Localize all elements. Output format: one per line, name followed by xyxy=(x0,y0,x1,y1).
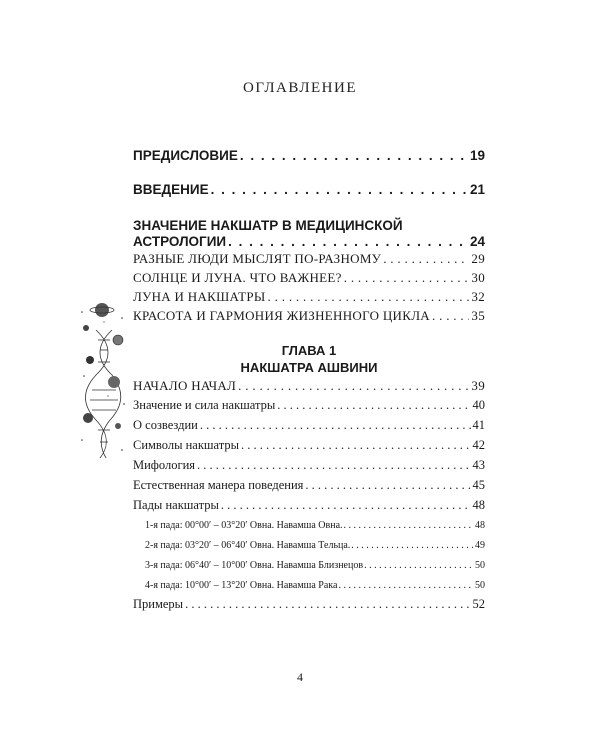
toc-entry-page: 49 xyxy=(475,540,485,551)
toc-entry-page: 52 xyxy=(472,597,485,611)
toc-entry-page: 32 xyxy=(471,289,485,304)
toc-medical-section xyxy=(133,218,485,324)
toc-entry-title: Пады накшатры xyxy=(133,498,219,512)
toc-leader-dots xyxy=(305,478,470,493)
toc-entry-preface[interactable] xyxy=(133,148,485,163)
toc-front-matter xyxy=(133,148,485,197)
toc-leader-dots xyxy=(344,520,474,531)
toc-entry[interactable] xyxy=(133,251,485,267)
toc-entry-title: 1-я пада: 00°00′ – 03°20′ Овна. Навамша Овна. xyxy=(145,520,343,531)
toc-entry-examples[interactable] xyxy=(133,597,485,612)
toc-entry-title: Примеры xyxy=(133,597,184,611)
toc-leader-dots xyxy=(241,438,470,453)
toc-entry[interactable] xyxy=(133,270,485,286)
toc-leader-dots xyxy=(185,597,470,612)
toc-entry[interactable] xyxy=(133,289,485,305)
toc-leader-dots xyxy=(238,378,469,394)
toc-entry-pada[interactable] xyxy=(133,560,485,571)
toc-leader-dots xyxy=(211,182,468,197)
toc-leader-dots xyxy=(277,398,470,413)
toc-entry-title: Естественная манера поведения xyxy=(133,478,304,492)
toc-entry[interactable] xyxy=(133,418,485,433)
toc-entry[interactable] xyxy=(133,398,485,413)
page-number: 4 xyxy=(297,670,303,684)
toc-entry-page: 43 xyxy=(472,458,485,472)
chapter-name: НАКШАТРА АШВИНИ xyxy=(240,360,378,375)
toc-entry-title: КРАСОТА И ГАРМОНИЯ ЖИЗНЕННОГО ЦИКЛА xyxy=(133,308,430,323)
toc-leader-dots xyxy=(268,289,470,305)
toc-leader-dots xyxy=(200,418,471,433)
cosmic-dna-ornament-icon xyxy=(78,300,128,460)
toc-entry-title: СОЛНЦЕ И ЛУНА. ЧТО ВАЖНЕЕ? xyxy=(133,270,342,285)
toc-entry-pada[interactable] xyxy=(133,580,485,591)
toc-chapter1 xyxy=(133,378,485,612)
toc-leader-dots xyxy=(351,540,474,551)
toc-entry-page: 39 xyxy=(471,378,485,393)
toc-entry-page: 29 xyxy=(471,251,485,266)
toc-entry-page: 50 xyxy=(475,560,485,571)
toc-entry-title: 3-я пада: 06°40′ – 10°00′ Овна. Навамша Близнецов xyxy=(145,560,364,571)
toc-entry-page: 19 xyxy=(469,148,485,163)
toc-entry-title: РАЗНЫЕ ЛЮДИ МЫСЛЯТ ПО-РАЗНОМУ xyxy=(133,251,382,266)
toc-entry-page: 41 xyxy=(472,418,485,432)
toc-medical-title-line1: ЗНАЧЕНИЕ НАКШАТР В МЕДИЦИНСКОЙ xyxy=(133,218,403,233)
toc-entry-title: Символы накшатры xyxy=(133,438,240,452)
toc-entry-title: О созвездии xyxy=(133,418,198,432)
toc-entry-page: 30 xyxy=(471,270,485,285)
toc-leader-dots xyxy=(364,560,474,571)
toc-leader-dots xyxy=(338,580,474,591)
toc-entry-page: 48 xyxy=(472,498,485,512)
toc-entry-page: 48 xyxy=(475,520,485,531)
toc-entry[interactable] xyxy=(133,478,485,493)
toc-entry-title: АСТРОЛОГИИ xyxy=(133,234,227,249)
toc-leader-dots xyxy=(197,458,470,473)
toc-entry-page: 24 xyxy=(469,234,485,249)
toc-entry[interactable] xyxy=(133,438,485,453)
toc-entry-title: Значение и сила накшатры xyxy=(133,398,276,412)
toc-leader-dots xyxy=(221,498,471,513)
toc-entry-introduction[interactable] xyxy=(133,182,485,197)
chapter-label: ГЛАВА 1 xyxy=(281,343,337,358)
toc-entry-page: 45 xyxy=(472,478,485,492)
toc-entry-title: НАЧАЛО НАЧАЛ xyxy=(133,378,237,393)
toc-entry-page: 50 xyxy=(475,580,485,591)
toc-entry[interactable] xyxy=(133,498,485,513)
toc-leader-dots xyxy=(344,270,470,286)
toc-entry-page: 40 xyxy=(472,398,485,412)
toc-entry[interactable] xyxy=(133,308,485,324)
toc-entry-title: 2-я пада: 03°20′ – 06°40′ Овна. Навамша Тельца. xyxy=(145,540,351,551)
toc-entry-page: 21 xyxy=(469,182,485,197)
toc-entry-pada[interactable] xyxy=(133,520,485,531)
toc-entry-title: ВВЕДЕНИЕ xyxy=(133,182,209,197)
toc-leader-dots xyxy=(228,234,468,249)
toc-entry-page: 42 xyxy=(472,438,485,452)
toc-leader-dots xyxy=(432,308,469,324)
toc-entry-pada[interactable] xyxy=(133,540,485,551)
toc-entry-title: Мифология xyxy=(133,458,196,472)
toc-entry-title: ЛУНА И НАКШАТРЫ xyxy=(133,289,266,304)
toc-leader-dots xyxy=(240,148,468,163)
toc-leader-dots xyxy=(383,251,469,267)
toc-entry[interactable] xyxy=(133,458,485,473)
toc-entry-title: 4-я пада: 10°00′ – 13°20′ Овна. Навамша Рака xyxy=(145,580,338,591)
toc-entry-medical-astrology[interactable] xyxy=(133,234,485,249)
toc-entry-page: 35 xyxy=(471,308,485,323)
page-title: ОГЛАВЛЕНИЕ xyxy=(243,80,357,96)
toc-entry-title: ПРЕДИСЛОВИЕ xyxy=(133,148,238,163)
toc-entry-chapter-start[interactable] xyxy=(133,378,485,394)
